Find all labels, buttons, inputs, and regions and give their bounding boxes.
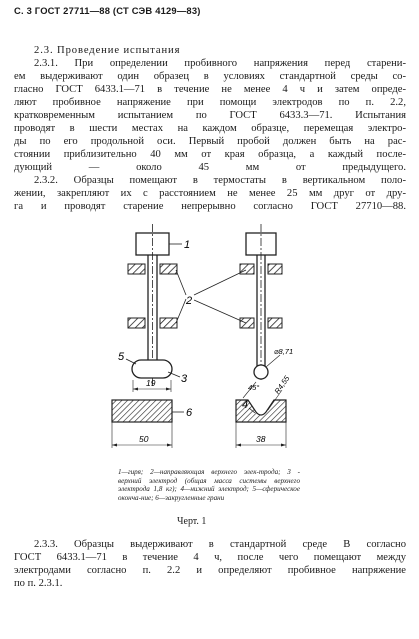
upper-electrode (132, 360, 172, 378)
spherical-end (254, 365, 268, 379)
specimen-block (112, 400, 172, 422)
paragraph-line: га и проводят старение непрерывно согласно ГОСТ 27710—88. (14, 201, 406, 212)
paragraph-line: 2.3.3. Образцы выдерживают в стандартной среде В согласно (34, 539, 406, 550)
paragraph-line: дующий — около 45 мм от предыдущего. (14, 162, 406, 173)
paragraph-line: ем выдерживают один образец в условиях стандартной среды со- (14, 71, 406, 82)
paragraph-line: ляют пробивное напряжение при помощи электродов по п. 2.2, (14, 97, 406, 108)
paragraph-line: стоянии приблизительно 40 мм от края образца, а каждый после- (14, 149, 406, 160)
angle-45: 45° (248, 383, 260, 392)
section-title: 2.3. Проведение испытания (34, 45, 181, 56)
paragraph-line: электродами согласно п. 2.2 и определяют пробивное напряжение (14, 565, 406, 576)
dim-19: 19 (146, 378, 156, 388)
paragraph-line: 2.3.1. При определении пробивного напряжения перед старени- (34, 58, 406, 69)
figure-drawing (0, 222, 419, 462)
dim-38: 38 (256, 434, 266, 444)
guide-plate (128, 318, 145, 328)
paragraph-line: ГОСТ 6433.1—71 в течение 4 ч, после чего помещают между (14, 552, 406, 563)
paragraph-line: кратковременным испытанием по ГОСТ 6433.3—71. Испытания (14, 110, 406, 121)
figure-number: Черт. 1 (177, 516, 207, 527)
label-1: 1 (184, 239, 191, 251)
label-6: 6 (186, 407, 193, 419)
paragraph-line: ды по его продольной оси. Первый пробой должен быть на рас- (14, 136, 406, 147)
dim-d871: ⌀8,71 (274, 347, 294, 356)
paragraph-line: по п. 2.3.1. (14, 578, 63, 589)
label-2: 2 (186, 295, 193, 307)
label-4: 4 (242, 399, 249, 411)
label-5: 5 (118, 351, 125, 363)
dim-50: 50 (139, 434, 149, 444)
paragraph-line: проводят в шести местах на каждом образце, перемещая электро- (14, 123, 406, 134)
figure-caption: 1—гиря; 2—направляющая верхнего элек-трода; 3 - верхний электрод (общая масса системы верхнего электрода 1,8 кг); 4—нижний электрод; 5—сферическое оконча-ние; 6—закругленные грани (118, 468, 300, 503)
paragraph-line: гласно ГОСТ 6433.1—71 в течение не менее 4 ч и затем опреде- (14, 84, 406, 95)
dim-r455: R4,55 (272, 374, 292, 396)
paragraph-line: 2.3.2. Образцы помещают в термостаты в вертикальном поло- (34, 175, 406, 186)
label-3: 3 (181, 373, 188, 385)
page-header: С. 3 ГОСТ 27711—88 (СТ СЭВ 4129—83) (14, 5, 201, 16)
guide-plate (128, 264, 145, 274)
paragraph-line: жении, закрепляют их с расстоянием не менее 25 мм друг от дру- (14, 188, 406, 199)
